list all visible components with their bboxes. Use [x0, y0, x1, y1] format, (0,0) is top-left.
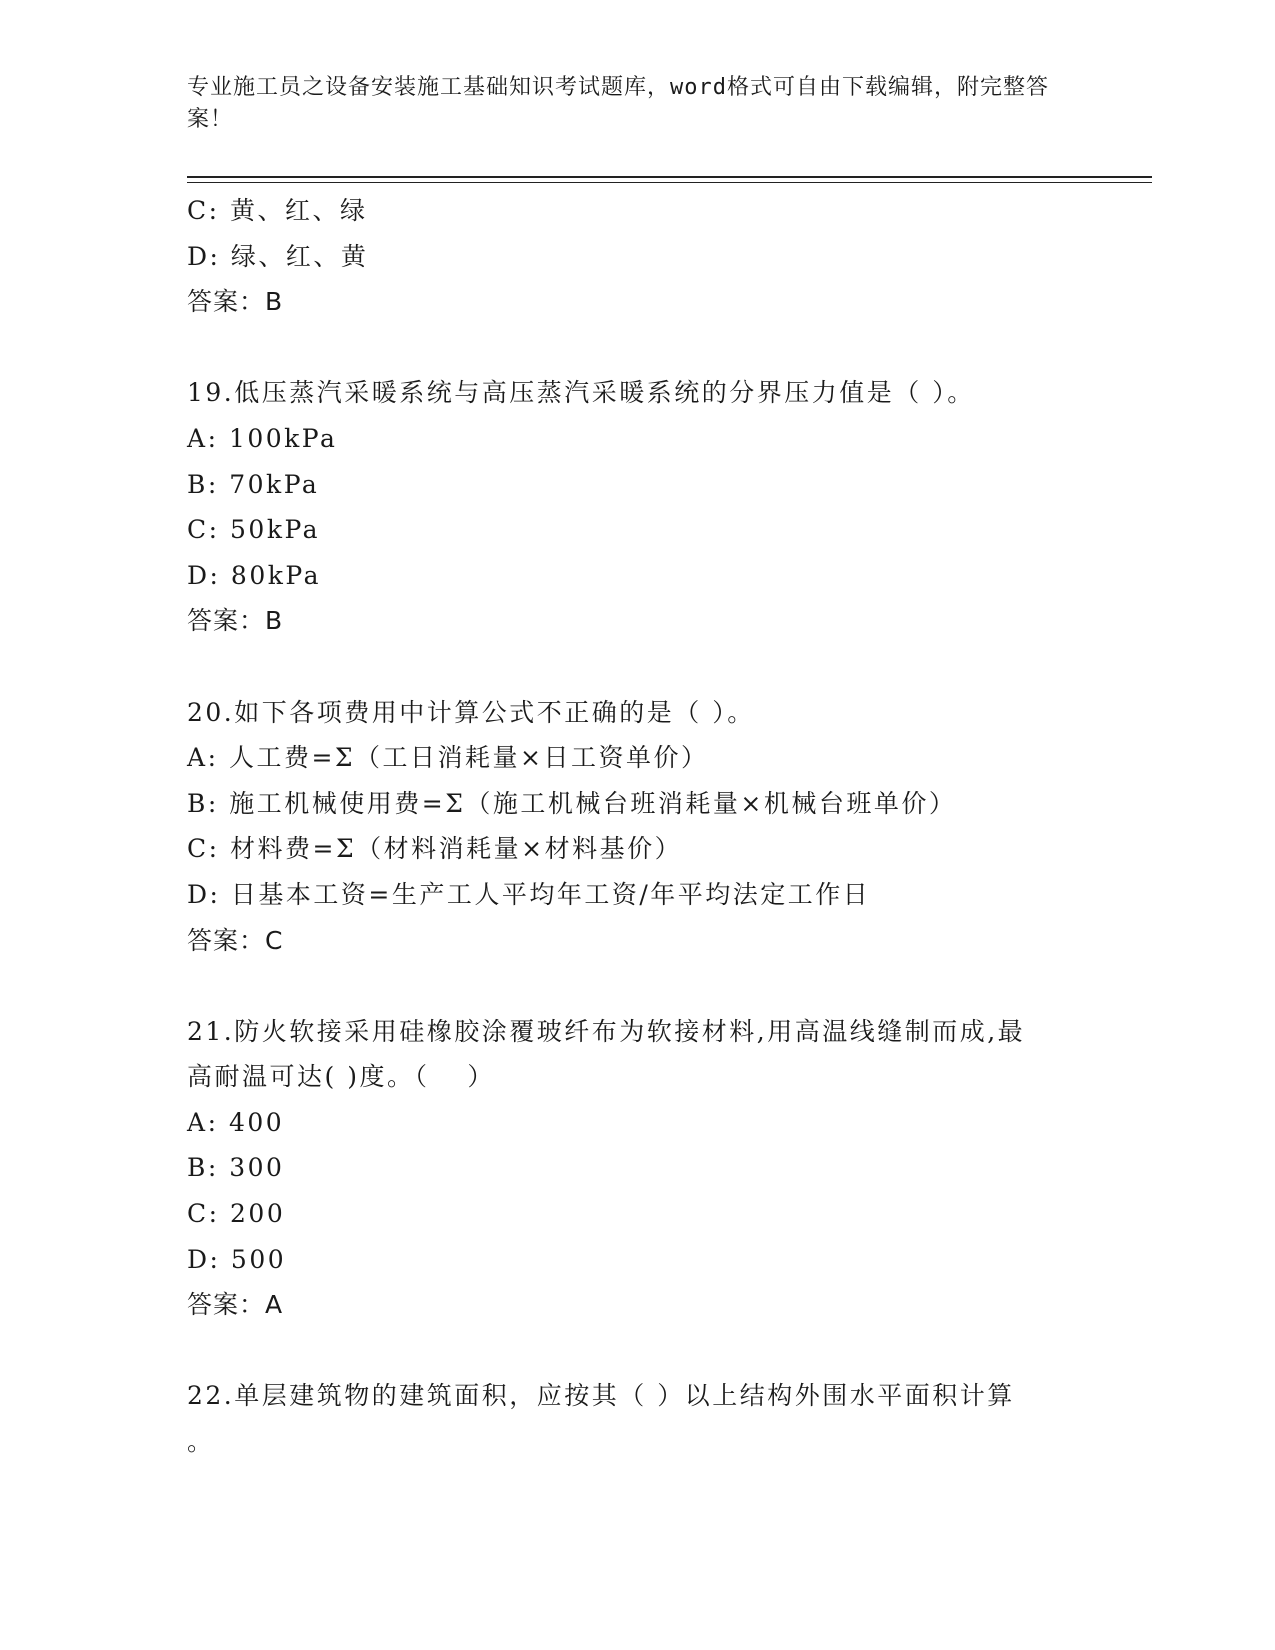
answer-line: 答案：C — [187, 925, 284, 955]
option-b: B: 300 — [187, 1153, 285, 1183]
question-19 — [187, 370, 1087, 644]
question-stem-line-1: 21.防火软接采用硅橡胶涂覆玻纤布为软接材料,用高温线缝制而成,最 — [187, 1016, 1026, 1046]
question-stem-line-1: 22.单层建筑物的建筑面积，应按其（ ）以上结构外围水平面积计算 — [187, 1381, 1015, 1411]
answer-line: 答案：B — [187, 287, 284, 317]
question-stem: 19.低压蒸汽采暖系统与高压蒸汽采暖系统的分界压力值是（ ）。 — [187, 378, 975, 408]
option-d: D: 500 — [187, 1244, 287, 1274]
option-c: C: 50kPa — [187, 515, 321, 545]
question-list — [187, 188, 1087, 1465]
option-a: A: 100kPa — [187, 423, 338, 453]
page-header: 专业施工员之设备安装施工基础知识考试题库，word格式可自由下载编辑，附完整答案！ — [187, 75, 1049, 132]
option-c: C: 200 — [187, 1199, 286, 1229]
option-c: C: 黄、红、绿 — [187, 196, 368, 225]
question-stem-line-2: 。 — [187, 1427, 215, 1457]
option-c: C: 材料费=Σ（材料消耗量×材料基价） — [187, 834, 683, 864]
option-a: A: 400 — [187, 1107, 285, 1137]
question-20 — [187, 690, 1087, 964]
answer-line: 答案：A — [187, 1290, 284, 1320]
option-d: D: 日基本工资=生产工人平均年工资/年平均法定工作日 — [187, 879, 871, 909]
option-a: A: 人工费=Σ（工日消耗量×日工资单价） — [187, 743, 709, 773]
option-b: B: 70kPa — [187, 469, 320, 499]
question-stem-line-2: 高耐温可达( )度。（ ） — [187, 1062, 495, 1092]
option-d: D: 绿、红、黄 — [187, 241, 369, 271]
option-d: D: 80kPa — [187, 560, 321, 590]
question-21 — [187, 1009, 1087, 1328]
header-divider-thick — [187, 176, 1152, 178]
header-divider-thin — [187, 182, 1152, 183]
answer-line: 答案：B — [187, 606, 284, 636]
question-18-tail — [187, 188, 1087, 325]
question-22 — [187, 1373, 1087, 1464]
question-stem: 20.如下各项费用中计算公式不正确的是（ ）。 — [187, 697, 755, 727]
option-b: B: 施工机械使用费=Σ（施工机械台班消耗量×机械台班单价） — [187, 788, 957, 818]
